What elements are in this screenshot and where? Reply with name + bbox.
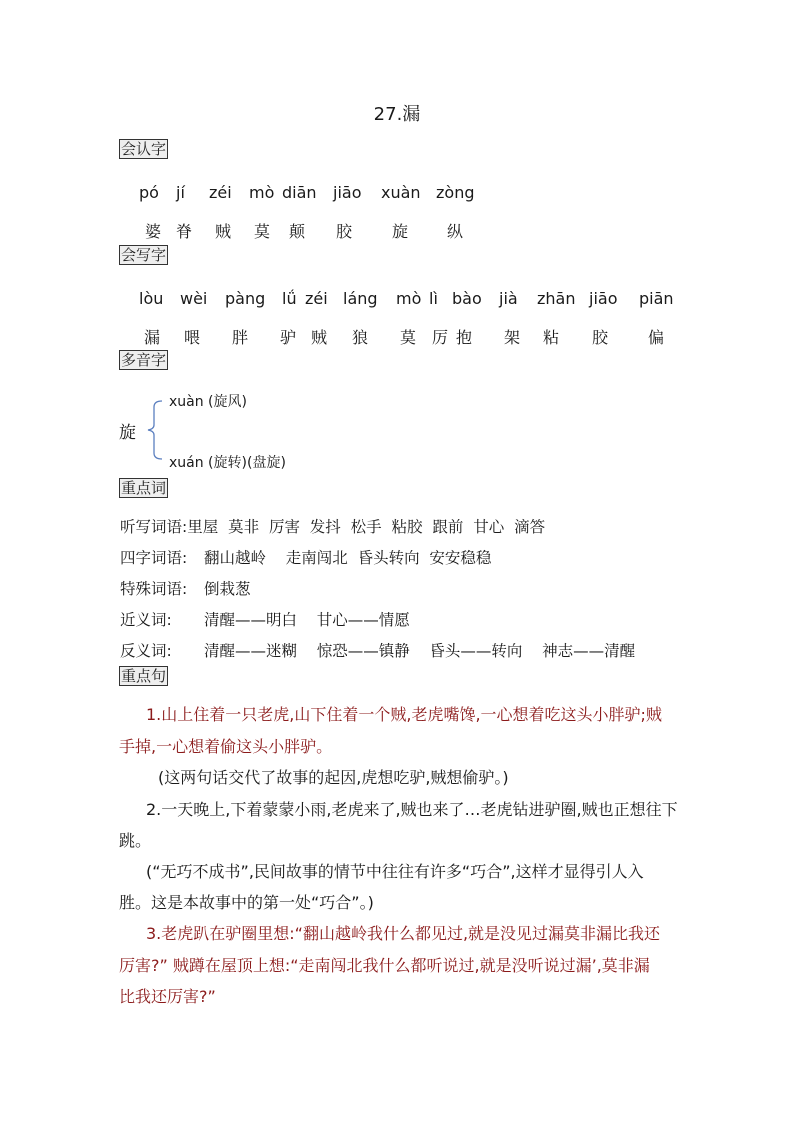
word-line-content: 清醒——明白 甘心——情愿 bbox=[204, 611, 410, 629]
pinyin: lì bbox=[429, 289, 438, 308]
word-line-content: 里屋 莫非 厉害 发抖 松手 粘胶 跟前 甘心 滴答 bbox=[187, 518, 546, 536]
hanzi: 驴 bbox=[280, 328, 297, 347]
hanzi: 胶 bbox=[592, 328, 609, 347]
hanzi: 偏 bbox=[648, 328, 665, 347]
pinyin: pàng bbox=[225, 289, 266, 308]
word-line-dictation bbox=[120, 515, 545, 537]
pinyin: zéi bbox=[305, 289, 328, 308]
word-line-label: 特殊词语: bbox=[120, 580, 188, 598]
sentence-2-line-1: 2.一天晚上,下着蒙蒙小雨,老虎来了,贼也来了…老虎钻进驴圈,贼也正想往下 bbox=[146, 800, 678, 819]
pinyin: mò bbox=[396, 289, 422, 308]
page-title: 27.漏 bbox=[373, 104, 421, 125]
pinyin: jiāo bbox=[589, 289, 618, 308]
hanzi: 贼 bbox=[215, 222, 232, 241]
pinyin: lòu bbox=[139, 289, 164, 308]
pinyin: pó bbox=[139, 183, 159, 202]
pinyin: zòng bbox=[436, 183, 475, 202]
word-line-label: 听写词语: bbox=[120, 518, 188, 536]
section-label-polyphone: 多音字 bbox=[121, 351, 167, 369]
sentence-3-line-2: 厉害?” 贼蹲在屋顶上想:“走南闯北我什么都听说过,就是没听说过漏’,莫非漏 bbox=[119, 956, 650, 975]
hanzi: 莫 bbox=[400, 328, 417, 347]
sentence-2-line-2: 跳。 bbox=[119, 831, 152, 850]
polyphone-reading-bottom: xuán (旋转)(盘旋) bbox=[169, 455, 286, 471]
word-line-label: 近义词: bbox=[120, 611, 172, 629]
pinyin: zéi bbox=[209, 183, 232, 202]
sentence-2-note-line-2: 胜。这是本故事中的第一处“巧合”。) bbox=[119, 893, 374, 912]
hanzi: 贼 bbox=[311, 328, 328, 347]
sentence-3-line-1: 3.老虎趴在驴圈里想:“翻山越岭我什么都见过,就是没见过漏莫非漏比我还 bbox=[146, 924, 661, 943]
hanzi: 纵 bbox=[447, 222, 464, 241]
hanzi: 莫 bbox=[254, 222, 271, 241]
section-label-write: 会写字 bbox=[121, 246, 167, 264]
hanzi: 旋 bbox=[392, 222, 409, 241]
sentence-1-note: (这两句话交代了故事的起因,虎想吃驴,贼想偷驴。) bbox=[158, 768, 509, 787]
pinyin: láng bbox=[343, 289, 378, 308]
brace-icon bbox=[140, 399, 166, 461]
pinyin: jí bbox=[176, 183, 185, 202]
word-line-four-char bbox=[120, 546, 492, 568]
pinyin: zhān bbox=[537, 289, 576, 308]
section-label-key-sentences: 重点句 bbox=[121, 667, 167, 685]
pinyin: diān bbox=[282, 183, 317, 202]
pinyin: jiāo bbox=[333, 183, 362, 202]
pinyin: xuàn bbox=[381, 183, 421, 202]
hanzi: 漏 bbox=[144, 328, 161, 347]
hanzi: 粘 bbox=[543, 328, 560, 347]
word-line-label: 四字词语: bbox=[120, 549, 188, 567]
hanzi: 抱 bbox=[456, 328, 473, 347]
hanzi: 婆 bbox=[145, 222, 162, 241]
word-line-antonyms bbox=[120, 639, 636, 661]
hanzi: 厉 bbox=[432, 328, 449, 347]
hanzi: 胶 bbox=[336, 222, 353, 241]
polyphone-char: 旋 bbox=[119, 423, 136, 443]
hanzi: 喂 bbox=[184, 328, 201, 347]
sentence-2-note-line-1: (“无巧不成书”,民间故事的情节中往往有许多“巧合”,这样才显得引人入 bbox=[146, 862, 644, 881]
sentence-3-line-3: 比我还厉害?” bbox=[119, 987, 216, 1006]
pinyin: lǘ bbox=[282, 289, 297, 308]
hanzi: 架 bbox=[504, 328, 521, 347]
hanzi: 颠 bbox=[289, 222, 306, 241]
pinyin: mò bbox=[249, 183, 275, 202]
sentence-1-line-1: 1.山上住着一只老虎,山下住着一个贼,老虎嘴馋,一心想着吃这头小胖驴;贼 bbox=[146, 705, 662, 724]
hanzi: 狼 bbox=[352, 328, 369, 347]
word-line-synonyms bbox=[120, 608, 410, 630]
section-label-recognize: 会认字 bbox=[121, 140, 167, 158]
word-line-content: 清醒——迷糊 惊恐——镇静 昏头——转向 神志——清醒 bbox=[204, 642, 636, 660]
pinyin: jià bbox=[499, 289, 518, 308]
word-line-label: 反义词: bbox=[120, 642, 172, 660]
word-line-content: 翻山越岭 走南闯北 昏头转向 安安稳稳 bbox=[204, 549, 492, 567]
section-label-key-words: 重点词 bbox=[121, 479, 167, 497]
polyphone-reading-top: xuàn (旋风) bbox=[169, 394, 247, 410]
pinyin: bào bbox=[452, 289, 482, 308]
sentence-1-line-2: 手掉,一心想着偷这头小胖驴。 bbox=[119, 737, 333, 756]
hanzi: 胖 bbox=[232, 328, 249, 347]
pinyin: wèi bbox=[180, 289, 208, 308]
word-line-special bbox=[120, 577, 251, 599]
pinyin: piān bbox=[639, 289, 674, 308]
hanzi: 脊 bbox=[176, 222, 193, 241]
word-line-content: 倒栽葱 bbox=[204, 580, 251, 598]
